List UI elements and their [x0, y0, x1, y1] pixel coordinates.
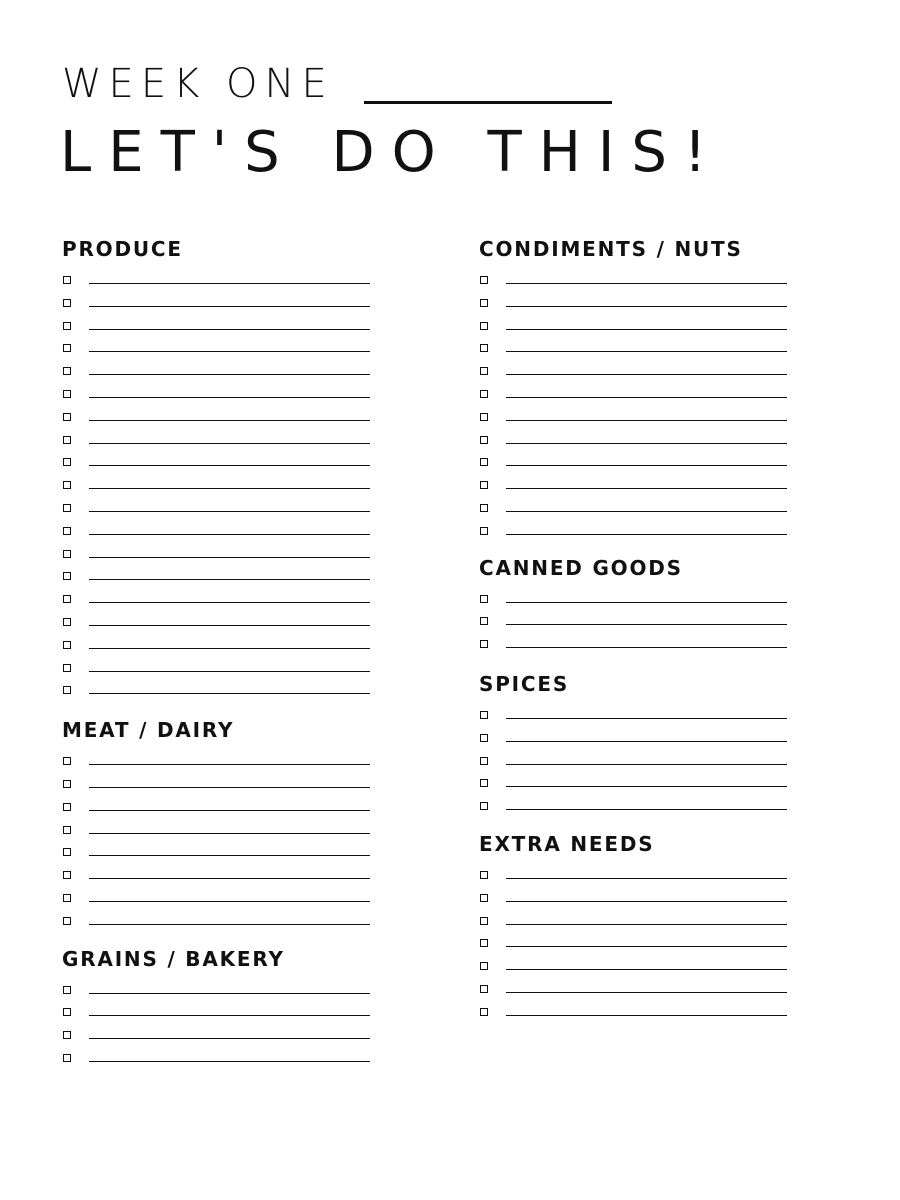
checkbox[interactable]	[480, 367, 488, 375]
list-item	[62, 428, 382, 451]
list-item	[62, 863, 382, 886]
list-item	[479, 336, 799, 359]
list-item	[62, 359, 382, 382]
checkbox[interactable]	[480, 344, 488, 352]
section-produce	[62, 234, 382, 701]
section-title-produce: PRODUCE	[62, 237, 183, 261]
write-in-line[interactable]	[89, 329, 370, 330]
write-in-line[interactable]	[89, 1038, 370, 1039]
item-list-condiments-nuts	[479, 268, 799, 542]
write-in-line[interactable]	[89, 397, 370, 398]
write-in-line[interactable]	[89, 465, 370, 466]
list-item	[62, 587, 382, 610]
list-item	[62, 818, 382, 841]
write-in-line[interactable]	[506, 624, 787, 625]
checkbox[interactable]	[480, 734, 488, 742]
write-in-line[interactable]	[506, 351, 787, 352]
checkbox[interactable]	[480, 894, 488, 902]
list-item	[62, 749, 382, 772]
write-in-line[interactable]	[89, 810, 370, 811]
write-in-line[interactable]	[506, 718, 787, 719]
checkbox[interactable]	[480, 962, 488, 970]
list-item	[479, 519, 799, 542]
right-column	[479, 234, 799, 1023]
item-list-spices	[479, 703, 799, 817]
checkbox[interactable]	[480, 985, 488, 993]
write-in-line[interactable]	[506, 374, 787, 375]
list-item	[479, 771, 799, 794]
checkbox[interactable]	[480, 390, 488, 398]
checkbox[interactable]	[63, 780, 71, 788]
checkbox[interactable]	[480, 711, 488, 719]
write-in-line[interactable]	[506, 992, 787, 993]
checkbox[interactable]	[63, 572, 71, 580]
list-item	[479, 587, 799, 610]
write-in-line[interactable]	[506, 397, 787, 398]
list-item	[62, 909, 382, 932]
write-in-line[interactable]	[89, 993, 370, 994]
section-title-extra-needs: EXTRA NEEDS	[479, 831, 655, 856]
checkbox[interactable]	[480, 939, 488, 947]
list-item	[479, 726, 799, 749]
left-column	[62, 234, 382, 1069]
list-item	[62, 1046, 382, 1069]
list-item	[479, 703, 799, 726]
list-item	[479, 291, 799, 314]
list-item	[62, 473, 382, 496]
list-item	[62, 772, 382, 795]
write-in-line[interactable]	[506, 329, 787, 330]
list-item	[479, 886, 799, 909]
checkbox[interactable]	[63, 1008, 71, 1016]
list-item	[62, 564, 382, 587]
list-item	[479, 359, 799, 382]
list-item	[62, 450, 382, 473]
list-item	[62, 610, 382, 633]
checkbox[interactable]	[480, 757, 488, 765]
checkbox[interactable]	[480, 617, 488, 625]
write-in-line[interactable]	[89, 855, 370, 856]
checkbox[interactable]	[480, 276, 488, 284]
write-in-line[interactable]	[89, 764, 370, 765]
checkbox[interactable]	[63, 299, 71, 307]
list-item	[479, 909, 799, 932]
write-in-line[interactable]	[89, 534, 370, 535]
checkbox[interactable]	[63, 436, 71, 444]
list-item	[479, 428, 799, 451]
write-in-line[interactable]	[89, 924, 370, 925]
list-item	[479, 450, 799, 473]
section-title-spices: SPICES	[479, 671, 570, 696]
list-item	[62, 496, 382, 519]
write-in-line[interactable]	[506, 534, 787, 535]
list-item	[479, 931, 799, 954]
write-in-line[interactable]	[506, 946, 787, 947]
write-in-line[interactable]	[506, 283, 787, 284]
write-in-line[interactable]	[89, 878, 370, 879]
section-title-grains-bakery: GRAINS / BAKERY	[62, 946, 285, 971]
page-headline: LET'S DO THIS!	[60, 120, 724, 185]
list-item	[479, 954, 799, 977]
checkbox[interactable]	[63, 1054, 71, 1062]
item-list-meat-dairy	[62, 749, 382, 931]
list-item	[62, 405, 382, 428]
checkbox[interactable]	[480, 458, 488, 466]
checkbox[interactable]	[63, 641, 71, 649]
write-in-line[interactable]	[506, 511, 787, 512]
checkbox[interactable]	[63, 757, 71, 765]
checkbox[interactable]	[63, 871, 71, 879]
write-in-line[interactable]	[89, 420, 370, 421]
list-item	[479, 609, 799, 632]
week-date-line[interactable]	[364, 101, 612, 104]
checkbox[interactable]	[480, 871, 488, 879]
checkbox[interactable]	[480, 481, 488, 489]
list-item	[62, 519, 382, 542]
write-in-line[interactable]	[89, 625, 370, 626]
write-in-line[interactable]	[89, 671, 370, 672]
list-item	[479, 794, 799, 817]
item-list-grains-bakery	[62, 978, 382, 1069]
checkbox[interactable]	[480, 504, 488, 512]
write-in-line[interactable]	[506, 786, 787, 787]
list-item	[62, 542, 382, 565]
write-in-line[interactable]	[89, 511, 370, 512]
checkbox[interactable]	[63, 527, 71, 535]
section-title-meat-dairy: MEAT / DAIRY	[62, 718, 235, 743]
section-spices	[479, 669, 799, 817]
list-item	[62, 678, 382, 701]
list-item	[62, 886, 382, 909]
checkbox[interactable]	[63, 1031, 71, 1039]
list-item	[479, 473, 799, 496]
write-in-line[interactable]	[89, 693, 370, 694]
list-item	[479, 382, 799, 405]
write-in-line[interactable]	[506, 969, 787, 970]
list-item	[62, 382, 382, 405]
checkbox[interactable]	[480, 640, 488, 648]
section-condiments-nuts	[479, 234, 799, 542]
checkbox[interactable]	[480, 527, 488, 535]
list-item	[62, 1000, 382, 1023]
checkbox[interactable]	[480, 413, 488, 421]
write-in-line[interactable]	[89, 306, 370, 307]
item-list-produce	[62, 268, 382, 701]
checkbox[interactable]	[63, 458, 71, 466]
list-item	[479, 749, 799, 772]
checkbox[interactable]	[63, 618, 71, 626]
list-item	[62, 633, 382, 656]
list-item	[479, 405, 799, 428]
checkbox[interactable]	[63, 848, 71, 856]
write-in-line[interactable]	[89, 351, 370, 352]
write-in-line[interactable]	[89, 787, 370, 788]
checkbox[interactable]	[63, 322, 71, 330]
write-in-line[interactable]	[89, 488, 370, 489]
write-in-line[interactable]	[89, 833, 370, 834]
write-in-line[interactable]	[506, 901, 787, 902]
write-in-line[interactable]	[89, 283, 370, 284]
section-extra-needs	[479, 829, 799, 1023]
section-meat-dairy	[62, 715, 382, 931]
list-item	[479, 863, 799, 886]
checkbox[interactable]	[63, 803, 71, 811]
checkbox[interactable]	[63, 550, 71, 558]
list-item	[479, 977, 799, 1000]
section-title-condiments-nuts: CONDIMENTS / NUTS	[479, 237, 743, 261]
write-in-line[interactable]	[506, 878, 787, 879]
checkbox[interactable]	[63, 664, 71, 672]
checkbox[interactable]	[480, 802, 488, 810]
checkbox[interactable]	[63, 686, 71, 694]
checkbox[interactable]	[480, 779, 488, 787]
item-list-canned-goods	[479, 587, 799, 655]
checkbox[interactable]	[63, 481, 71, 489]
write-in-line[interactable]	[506, 647, 787, 648]
checkbox[interactable]	[63, 826, 71, 834]
week-label: WEEK ONE	[62, 61, 334, 107]
write-in-line[interactable]	[89, 1015, 370, 1016]
write-in-line[interactable]	[506, 809, 787, 810]
title-row	[62, 58, 612, 110]
checkbox[interactable]	[63, 367, 71, 375]
list-item	[479, 1000, 799, 1023]
list-item	[479, 632, 799, 655]
write-in-line[interactable]	[89, 443, 370, 444]
write-in-line[interactable]	[506, 924, 787, 925]
list-item	[479, 314, 799, 337]
list-item	[62, 978, 382, 1001]
write-in-line[interactable]	[506, 602, 787, 603]
list-item	[62, 1023, 382, 1046]
section-grains-bakery	[62, 944, 382, 1069]
checkbox[interactable]	[480, 299, 488, 307]
checkbox[interactable]	[480, 322, 488, 330]
write-in-line[interactable]	[506, 306, 787, 307]
section-canned-goods	[479, 553, 799, 655]
write-in-line[interactable]	[89, 1061, 370, 1062]
write-in-line[interactable]	[506, 420, 787, 421]
checkbox[interactable]	[480, 1008, 488, 1016]
list-item	[62, 314, 382, 337]
list-item	[479, 268, 799, 291]
write-in-line[interactable]	[89, 579, 370, 580]
checkbox[interactable]	[63, 276, 71, 284]
checkbox[interactable]	[63, 413, 71, 421]
write-in-line[interactable]	[89, 901, 370, 902]
checkbox[interactable]	[63, 917, 71, 925]
list-item	[62, 291, 382, 314]
checkbox[interactable]	[63, 390, 71, 398]
checkbox[interactable]	[480, 917, 488, 925]
list-item	[62, 336, 382, 359]
write-in-line[interactable]	[506, 1015, 787, 1016]
write-in-line[interactable]	[89, 648, 370, 649]
list-item	[62, 656, 382, 679]
item-list-extra-needs	[479, 863, 799, 1023]
checkbox[interactable]	[63, 894, 71, 902]
write-in-line[interactable]	[506, 465, 787, 466]
checkbox[interactable]	[480, 595, 488, 603]
checkbox[interactable]	[63, 595, 71, 603]
list-item	[62, 268, 382, 291]
write-in-line[interactable]	[506, 443, 787, 444]
section-title-canned-goods: CANNED GOODS	[479, 555, 683, 580]
checkbox[interactable]	[63, 344, 71, 352]
write-in-line[interactable]	[506, 741, 787, 742]
list-item	[479, 496, 799, 519]
write-in-line[interactable]	[89, 374, 370, 375]
write-in-line[interactable]	[89, 557, 370, 558]
write-in-line[interactable]	[506, 488, 787, 489]
checkbox[interactable]	[63, 986, 71, 994]
list-item	[62, 795, 382, 818]
write-in-line[interactable]	[506, 764, 787, 765]
write-in-line[interactable]	[89, 602, 370, 603]
list-item	[62, 840, 382, 863]
checkbox[interactable]	[480, 436, 488, 444]
checkbox[interactable]	[63, 504, 71, 512]
